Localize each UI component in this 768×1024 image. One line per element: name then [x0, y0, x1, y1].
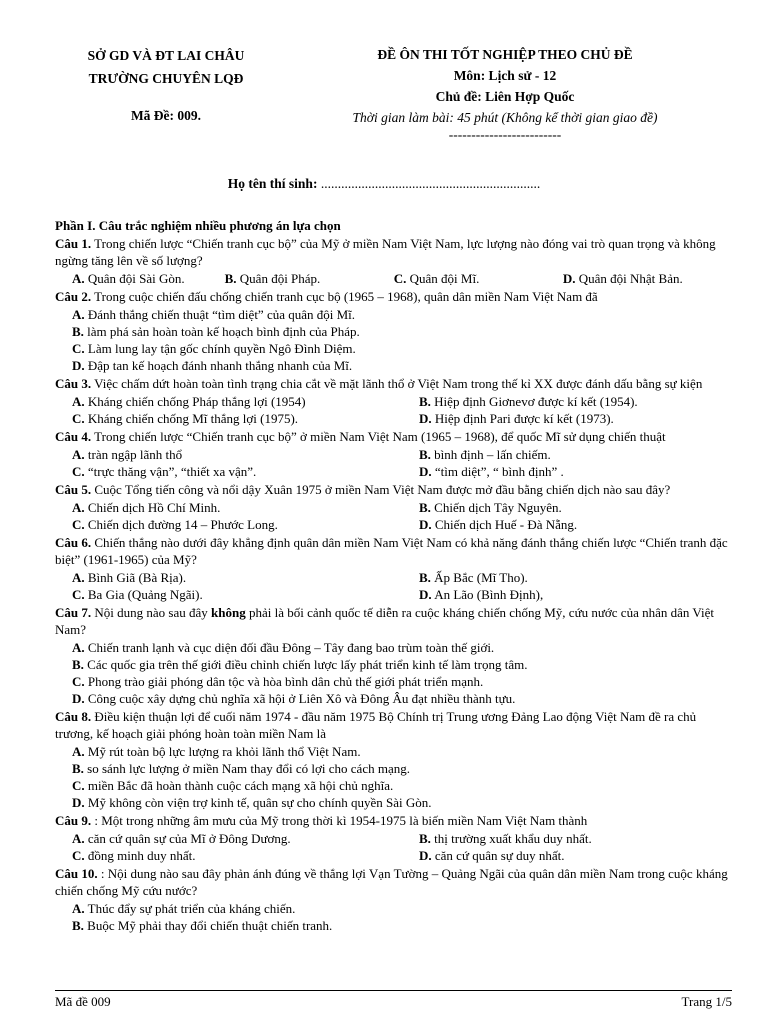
option-d: D. Công cuộc xây dựng chủ nghĩa xã hội ở Liên Xô và Đông Âu đạt nhiều thành tựu. [72, 691, 516, 706]
exam-time: Thời gian làm bài: 45 phút (Không kể thời gian giao đề) [352, 110, 658, 125]
exam-subject: Môn: Lịch sử - 12 [453, 68, 557, 83]
question-number: Câu 8. [55, 709, 92, 724]
option-a: A. Chiến tranh lạnh và cục diện đối đầu Đông – Tây đang bao trùm toàn thế giới. [72, 640, 495, 655]
option-b: B. thị trường xuất khẩu duy nhất. [419, 831, 592, 846]
question-10 [55, 865, 732, 899]
question-number: Câu 5. [55, 482, 92, 497]
options-row [55, 499, 732, 516]
option-b: B. Hiệp định Giơnevơ được kí kết (1954). [419, 394, 638, 409]
question-number: Câu 6. [55, 535, 92, 550]
option-d: D. Chiến dịch Huế - Đà Nẵng. [419, 517, 578, 532]
option-a: A. tràn ngập lãnh thổ [72, 447, 183, 462]
option-c: C. Làm lung lay tận gốc chính quyền Ngô Đình Diệm. [72, 341, 356, 356]
option-b: B. bình định – lấn chiếm. [419, 447, 551, 462]
question-text: : Một trong những âm mưu của Mỹ trong thời kì 1954-1975 là biến miền Nam Việt Nam thành [91, 813, 588, 828]
header-divider: ------------------------- [448, 127, 562, 142]
school-name: TRƯỜNG CHUYÊN LQĐ [88, 71, 244, 86]
option-d: D. “tìm diệt”, “ bình định” . [419, 464, 564, 479]
option-c: C. Chiến dịch đường 14 – Phước Long. [72, 517, 278, 532]
options-row [55, 463, 732, 480]
options-row [55, 270, 732, 287]
question-text: Trong chiến lược “Chiến tranh cục bộ” của Mỹ ở miền Nam Việt Nam, lực lượng nào đóng vai trò quan trọng và không ngừng tăng lên về số lượng? [55, 236, 716, 268]
question-text-pre: Nội dung nào sau đây [91, 605, 211, 620]
option-b: B. Ấp Bắc (Mĩ Tho). [419, 570, 528, 585]
part-title: Phần I. Câu trắc nghiệm nhiều phương án lựa chọn [55, 218, 341, 233]
option-c: C. Ba Gia (Quảng Ngãi). [72, 587, 203, 602]
page-number: Trang 1/5 [681, 994, 732, 1009]
option-b: B. Các quốc gia trên thế giới điều chỉnh chiến lược lấy phát triển kinh tế làm trọng tâm. [72, 657, 528, 672]
exam-title: ĐỀ ÔN THI TỐT NGHIỆP THEO CHỦ ĐỀ [377, 47, 633, 62]
option-d: D. căn cứ quân sự duy nhất. [419, 848, 565, 863]
question-9 [55, 812, 732, 829]
question-number: Câu 1. [55, 236, 92, 251]
option-c: C. Quân đội Mĩ. [393, 271, 480, 286]
options-row [55, 586, 732, 603]
exam-header [310, 44, 700, 142]
question-content [55, 217, 732, 934]
option-a: A. Mỹ rút toàn bộ lực lượng ra khỏi lãnh thổ Việt Nam. [72, 744, 361, 759]
option-a: A. Kháng chiến chống Pháp thắng lợi (1954) [72, 394, 306, 409]
option-b: B. Quân đội Pháp. [224, 271, 321, 286]
options-row [55, 830, 732, 847]
question-text: : Nội dung nào sau đây phản ánh đúng về thắng lợi Vạn Tường – Quảng Ngãi của quân dân miền Nam trong cuộc kháng chiến chống Mỹ cứu nước? [55, 866, 728, 898]
question-text-emphasis: không [211, 605, 246, 620]
question-7 [55, 604, 732, 638]
option-d: D. An Lão (Bình Định), [419, 587, 544, 602]
question-5 [55, 481, 732, 498]
question-number: Câu 7. [55, 605, 92, 620]
options-row [55, 569, 732, 586]
question-text: Cuộc Tổng tiến công và nổi dậy Xuân 1975 ở miền Nam Việt Nam được mở đầu bằng chiến dịch nào sau đây? [91, 482, 671, 497]
options-row [55, 393, 732, 410]
school-header [42, 44, 290, 127]
department-name: SỞ GD VÀ ĐT LAI CHÂU [87, 48, 245, 63]
question-2 [55, 288, 732, 305]
option-c: C. đồng minh duy nhất. [72, 848, 196, 863]
question-number: Câu 3. [55, 376, 92, 391]
option-b: B. làm phá sản hoàn toàn kế hoạch bình định của Pháp. [72, 324, 360, 339]
question-text: Điều kiện thuận lợi để cuối năm 1974 - đầu năm 1975 Bộ Chính trị Trung ương Đảng Lao động Việt Nam đề ra chủ trương, kế hoạch giải phóng hoàn toàn miền Nam là [55, 709, 697, 741]
question-text: Trong cuộc chiến đấu chống chiến tranh cục bộ (1965 – 1968), quân dân miền Nam Việt Nam đã [91, 289, 598, 304]
exam-code: Mã Đề: 009. [130, 108, 202, 123]
option-a: A. Đánh thắng chiến thuật “tìm diệt” của quân đội Mĩ. [72, 307, 356, 322]
footer-divider [55, 990, 732, 991]
question-number: Câu 9. [55, 813, 92, 828]
question-text: Trong chiến lược “Chiến tranh cục bộ” ở miền Nam Việt Nam (1965 – 1968), để quốc Mĩ sử dụng chiến thuật [91, 429, 666, 444]
exam-topic: Chủ đề: Liên Hợp Quốc [435, 89, 575, 104]
option-d: D. Mỹ không còn viện trợ kinh tế, quân sự cho chính quyền Sài Gòn. [72, 795, 432, 810]
candidate-dots: ................................................................. [317, 176, 541, 191]
option-d: D. Hiệp định Pari được kí kết (1973). [419, 411, 614, 426]
options-row [55, 516, 732, 533]
option-a: A. Bình Giã (Bà Rịa). [72, 570, 187, 585]
option-a: A. Quân đội Sài Gòn. [72, 271, 185, 286]
option-a: A. căn cứ quân sự của Mĩ ở Đông Dương. [72, 831, 291, 846]
option-b: B. Buộc Mỹ phải thay đổi chiến thuật chiến tranh. [72, 918, 333, 933]
question-4 [55, 428, 732, 445]
options-row [55, 410, 732, 427]
option-a: A. Thúc đẩy sự phát triển của kháng chiến. [72, 901, 296, 916]
question-number: Câu 2. [55, 289, 92, 304]
question-text-post: phải là bối cảnh quốc tế diễn ra cuộc kháng chiến chống Mỹ, cứu nước của nhân dân Việt Nam? [55, 605, 714, 637]
option-d: D. Quân đội Nhật Bản. [562, 271, 683, 286]
footer-exam-code: Mã đề 009 [55, 994, 111, 1009]
question-1 [55, 235, 732, 269]
question-number: Câu 10. [55, 866, 98, 881]
options-row [55, 446, 732, 463]
option-b: B. so sánh lực lượng ở miền Nam thay đổi có lợi cho cách mạng. [72, 761, 410, 776]
candidate-name-line [0, 175, 768, 192]
candidate-label: Họ tên thí sinh: [227, 176, 318, 191]
question-number: Câu 4. [55, 429, 92, 444]
question-8 [55, 708, 732, 742]
option-c: C. Kháng chiến chống Mĩ thắng lợi (1975). [72, 411, 299, 426]
option-c: C. Phong trào giải phóng dân tộc và hòa bình dân chủ thế giới phát triển mạnh. [72, 674, 484, 689]
question-text: Chiến thắng nào dưới đây khẳng định quân dân miền Nam Việt Nam có khả năng đánh thắng chiến lược “Chiến tranh đặc biệt” (1961-1965) của Mỹ? [55, 535, 728, 567]
options-row [55, 847, 732, 864]
option-c: C. “trực thăng vận”, “thiết xa vận”. [72, 464, 257, 479]
option-b: B. Chiến dịch Tây Nguyên. [419, 500, 562, 515]
page-footer [55, 993, 732, 1010]
question-6 [55, 534, 732, 568]
option-d: D. Đập tan kế hoạch đánh nhanh thắng nhanh của Mĩ. [72, 358, 353, 373]
option-a: A. Chiến dịch Hồ Chí Minh. [72, 500, 221, 515]
question-3 [55, 375, 732, 392]
option-c: C. miền Bắc đã hoàn thành cuộc cách mạng xã hội chủ nghĩa. [72, 778, 394, 793]
question-text: Việc chấm dứt hoàn toàn tình trạng chia cắt về mặt lãnh thổ ở Việt Nam trong thế kỉ XX được đánh dấu bằng sự kiện [91, 376, 703, 391]
